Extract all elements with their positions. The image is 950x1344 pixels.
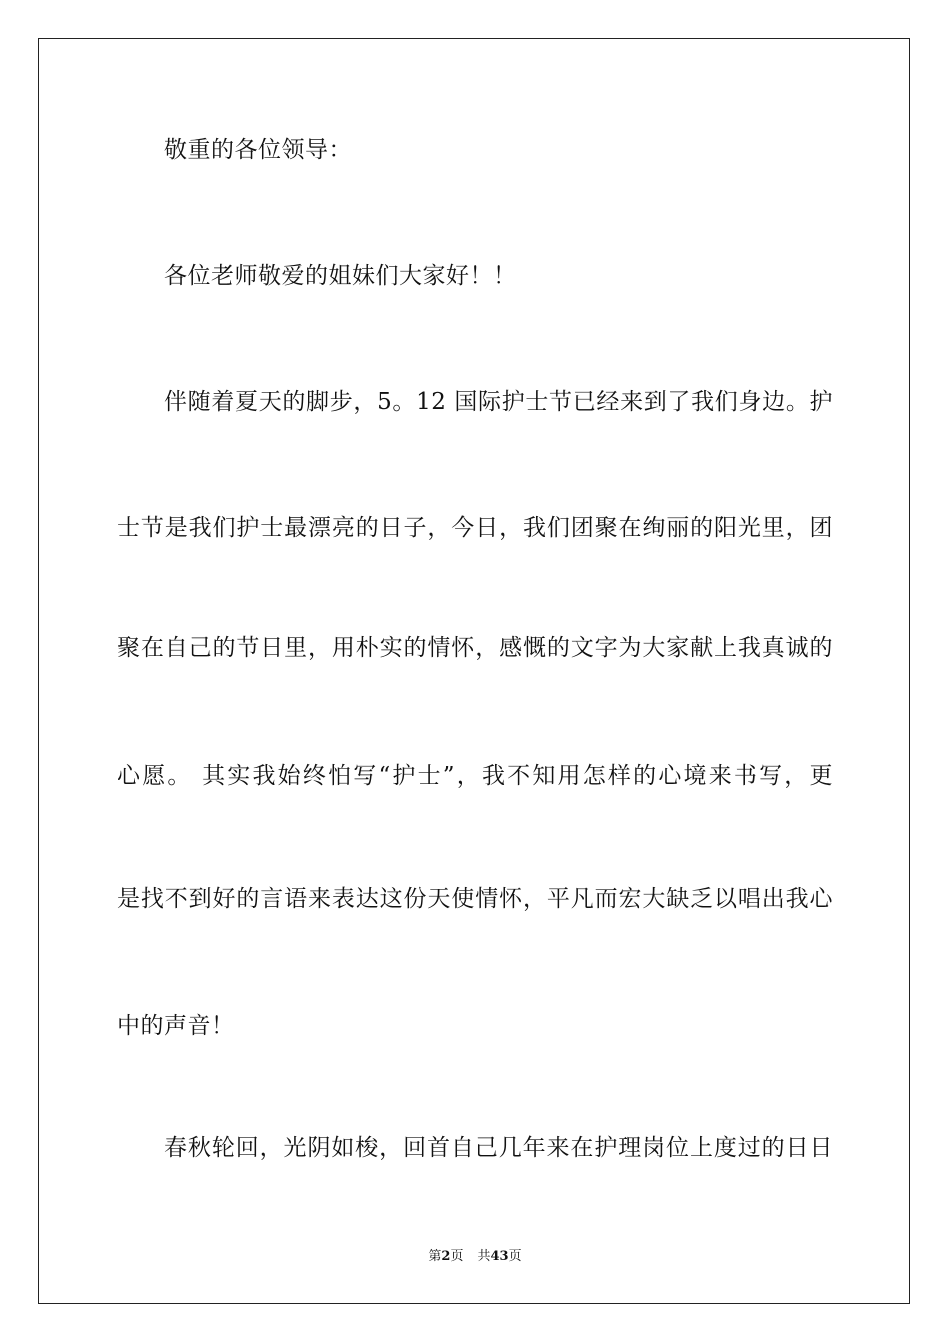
page-border [38, 38, 910, 1304]
paragraph-line: 伴随着夏天的脚步，5。12 国际护士节已经来到了我们身边。护 [164, 389, 833, 415]
salutation-line: 敬重的各位领导： [164, 137, 352, 163]
paragraph-line: 聚在自己的节日里，用朴实的情怀，感慨的文字为大家献上我真诚的 [117, 635, 833, 661]
total-pages-indicator: 共43页 [477, 1249, 522, 1264]
paragraph-line: 中的声音！ [117, 1013, 235, 1039]
page-indicator: 第2页 [428, 1249, 464, 1264]
paragraph-line: 春秋轮回，光阴如梭，回首自己几年来在护理岗位上度过的日日 [164, 1135, 833, 1161]
paragraph-line: 心愿。 其实我始终怕写“护士”，我不知用怎样的心境来书写，更 [117, 763, 833, 789]
paragraph-line: 士节是我们护士最漂亮的日子，今日，我们团聚在绚丽的阳光里，团 [117, 515, 833, 541]
page-number: 2 [441, 1249, 451, 1264]
page-footer [0, 1248, 950, 1266]
paragraph-line: 是找不到好的言语来表达这份天使情怀，平凡而宏大缺乏以唱出我心 [117, 886, 833, 912]
greeting-line: 各位老师敬爱的姐妹们大家好！！ [164, 263, 517, 289]
total-pages: 43 [490, 1249, 509, 1264]
